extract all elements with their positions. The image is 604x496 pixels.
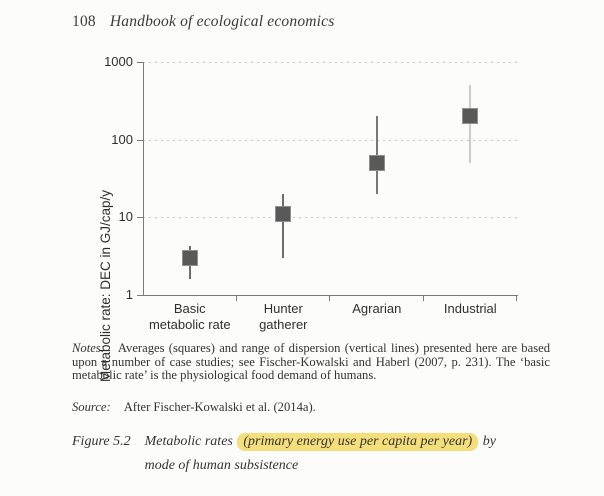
y-tick-label: 100 (111, 131, 133, 147)
gridline (143, 217, 517, 218)
figure-caption (72, 430, 565, 478)
y-axis-line (143, 62, 144, 295)
y-axis-title: Metabolic rate: DEC in GJ/cap/y (98, 189, 113, 383)
x-category-label: Hunter gatherer (259, 301, 308, 332)
y-tick (137, 295, 143, 296)
y-tick (137, 140, 143, 141)
caption-text-post: by (479, 434, 496, 449)
y-tick (137, 217, 143, 218)
caption-line2: mode of human subsistence (144, 458, 299, 473)
x-category-label: Industrial (443, 301, 497, 316)
data-point-square (462, 108, 478, 124)
book-title: Handbook of ecological economics (109, 13, 335, 30)
data-point-square (369, 155, 385, 171)
caption-highlight: (primary energy use per capita per year) (237, 433, 478, 451)
y-tick-label: 10 (118, 209, 133, 225)
figure-number: Figure 5.2 (72, 434, 131, 449)
x-category-label: Basic metabolic rate (148, 301, 231, 332)
error-bar (282, 194, 284, 258)
gridline (143, 62, 517, 63)
source-text: After Fischer-Kowalski et al. (2014a). (123, 400, 316, 414)
x-category-label: Agrarian (352, 301, 402, 316)
notes-label: Notes: (72, 341, 105, 355)
figure-notes (72, 342, 550, 383)
source-label: Source: (72, 400, 111, 414)
figure-title (145, 430, 565, 478)
caption-text-pre: Metabolic rates (144, 434, 237, 449)
y-tick-label: 1 (125, 287, 133, 302)
page-number: 108 (72, 13, 96, 30)
gridline (143, 140, 517, 141)
y-tick-label: 1000 (104, 54, 133, 69)
data-point-square (182, 250, 198, 266)
x-axis-line (143, 295, 518, 296)
data-point-square (275, 206, 291, 222)
y-tick (137, 62, 143, 63)
figure-source (72, 400, 550, 415)
notes-text: Averages (squares) and range of dispersion (vertical lines) presented here are based upon a number of case studies; see Fischer-Kowalski and Haberl (2007, p. 231). The ‘basic metabolic rate’ is the physiological food demand of humans. (72, 341, 550, 383)
